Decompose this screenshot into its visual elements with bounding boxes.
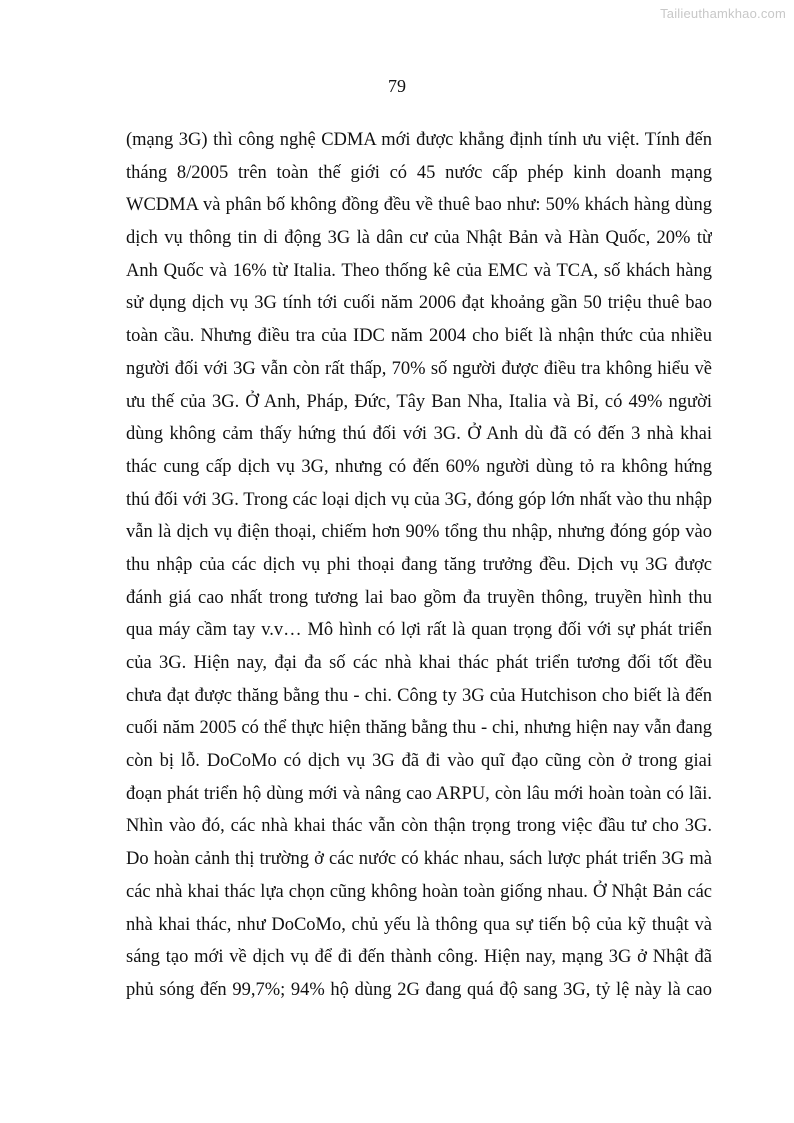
text-line: thú đối với 3G. Trong các loại dịch vụ của 3G, đóng góp lớn nhất vào thu nhập <box>126 489 712 510</box>
text-line: WCDMA và phân bố không đồng đều về thuê bao như: 50% khách hàng dùng <box>126 195 712 216</box>
text-line: tháng 8/2005 trên toàn thế giới có 45 nước cấp phép kinh doanh mạng <box>126 162 712 183</box>
text-line: người đối với 3G vẫn còn rất thấp, 70% số người được điều tra không hiểu về <box>126 358 712 379</box>
text-line: nhà khai thác, như DoCoMo, chủ yếu là thông qua sự tiến bộ của kỹ thuật và <box>126 914 712 935</box>
text-line: sáng tạo mới về dịch vụ để đi đến thành công. Hiện nay, mạng 3G ở Nhật đã <box>126 947 712 968</box>
text-line: ưu thế của 3G. Ở Anh, Pháp, Đức, Tây Ban Nha, Italia và Bỉ, có 49% người <box>126 391 712 412</box>
text-line: các nhà khai thác lựa chọn cũng không hoàn toàn giống nhau. Ở Nhật Bản các <box>126 881 712 902</box>
text-line: thác cung cấp dịch vụ 3G, nhưng có đến 60% người dùng tỏ ra không hứng <box>126 456 712 477</box>
text-line: sử dụng dịch vụ 3G tính tới cuối năm 2006 đạt khoảng gần 50 triệu thuê bao <box>126 293 712 314</box>
text-line: đoạn phát triển hộ dùng mới và nâng cao ARPU, còn lâu mới hoàn toàn có lãi. <box>126 783 712 804</box>
body-paragraph <box>126 126 712 1009</box>
text-line: vẫn là dịch vụ điện thoại, chiếm hơn 90% tổng thu nhập, nhưng đóng góp vào <box>126 522 712 543</box>
text-line: đánh giá cao nhất trong tương lai bao gồm đa truyền thông, truyền hình thu <box>126 587 712 608</box>
text-line: chưa đạt được thăng bằng thu - chi. Công ty 3G của Hutchison cho biết là đến <box>126 685 712 706</box>
text-line: phủ sóng đến 99,7%; 94% hộ dùng 2G đang quá độ sang 3G, tỷ lệ này là cao <box>126 979 712 1000</box>
watermark-text: Tailieuthamkhao.com <box>660 6 786 21</box>
text-line: dịch vụ thông tin di động 3G là dân cư của Nhật Bản và Hàn Quốc, 20% từ <box>126 228 712 249</box>
text-line: (mạng 3G) thì công nghệ CDMA mới được khẳng định tính ưu việt. Tính đến <box>126 130 712 150</box>
text-line: cuối năm 2005 có thể thực hiện thăng bằng thu - chi, nhưng hiện nay vẫn đang <box>126 718 712 739</box>
text-line: Do hoàn cảnh thị trường ở các nước có khác nhau, sách lược phát triển 3G mà <box>126 849 712 870</box>
text-line: Anh Quốc và 16% từ Italia. Theo thống kê của EMC và TCA, số khách hàng <box>126 260 712 281</box>
text-line: của 3G. Hiện nay, đại đa số các nhà khai thác phát triển tương đối tốt đều <box>126 653 712 673</box>
text-line: Nhìn vào đó, các nhà khai thác vẫn còn thận trọng trong việc đầu tư cho 3G. <box>126 816 712 837</box>
text-line: toàn cầu. Nhưng điều tra của IDC năm 2004 cho biết là nhận thức của nhiều <box>126 326 712 347</box>
text-line: qua máy cầm tay v.v… Mô hình có lợi rất là quan trọng đối với sự phát triển <box>126 620 712 641</box>
page-number: 79 <box>388 76 406 96</box>
text-line: còn bị lỗ. DoCoMo có dịch vụ 3G đã đi vào quĩ đạo cũng còn ở trong giai <box>126 751 712 772</box>
text-line: dùng không cảm thấy hứng thú đối với 3G. Ở Anh dù đã có đến 3 nhà khai <box>126 424 712 445</box>
text-line: thu nhập của các dịch vụ phi thoại đang tăng trưởng đều. Dịch vụ 3G được <box>126 554 712 575</box>
